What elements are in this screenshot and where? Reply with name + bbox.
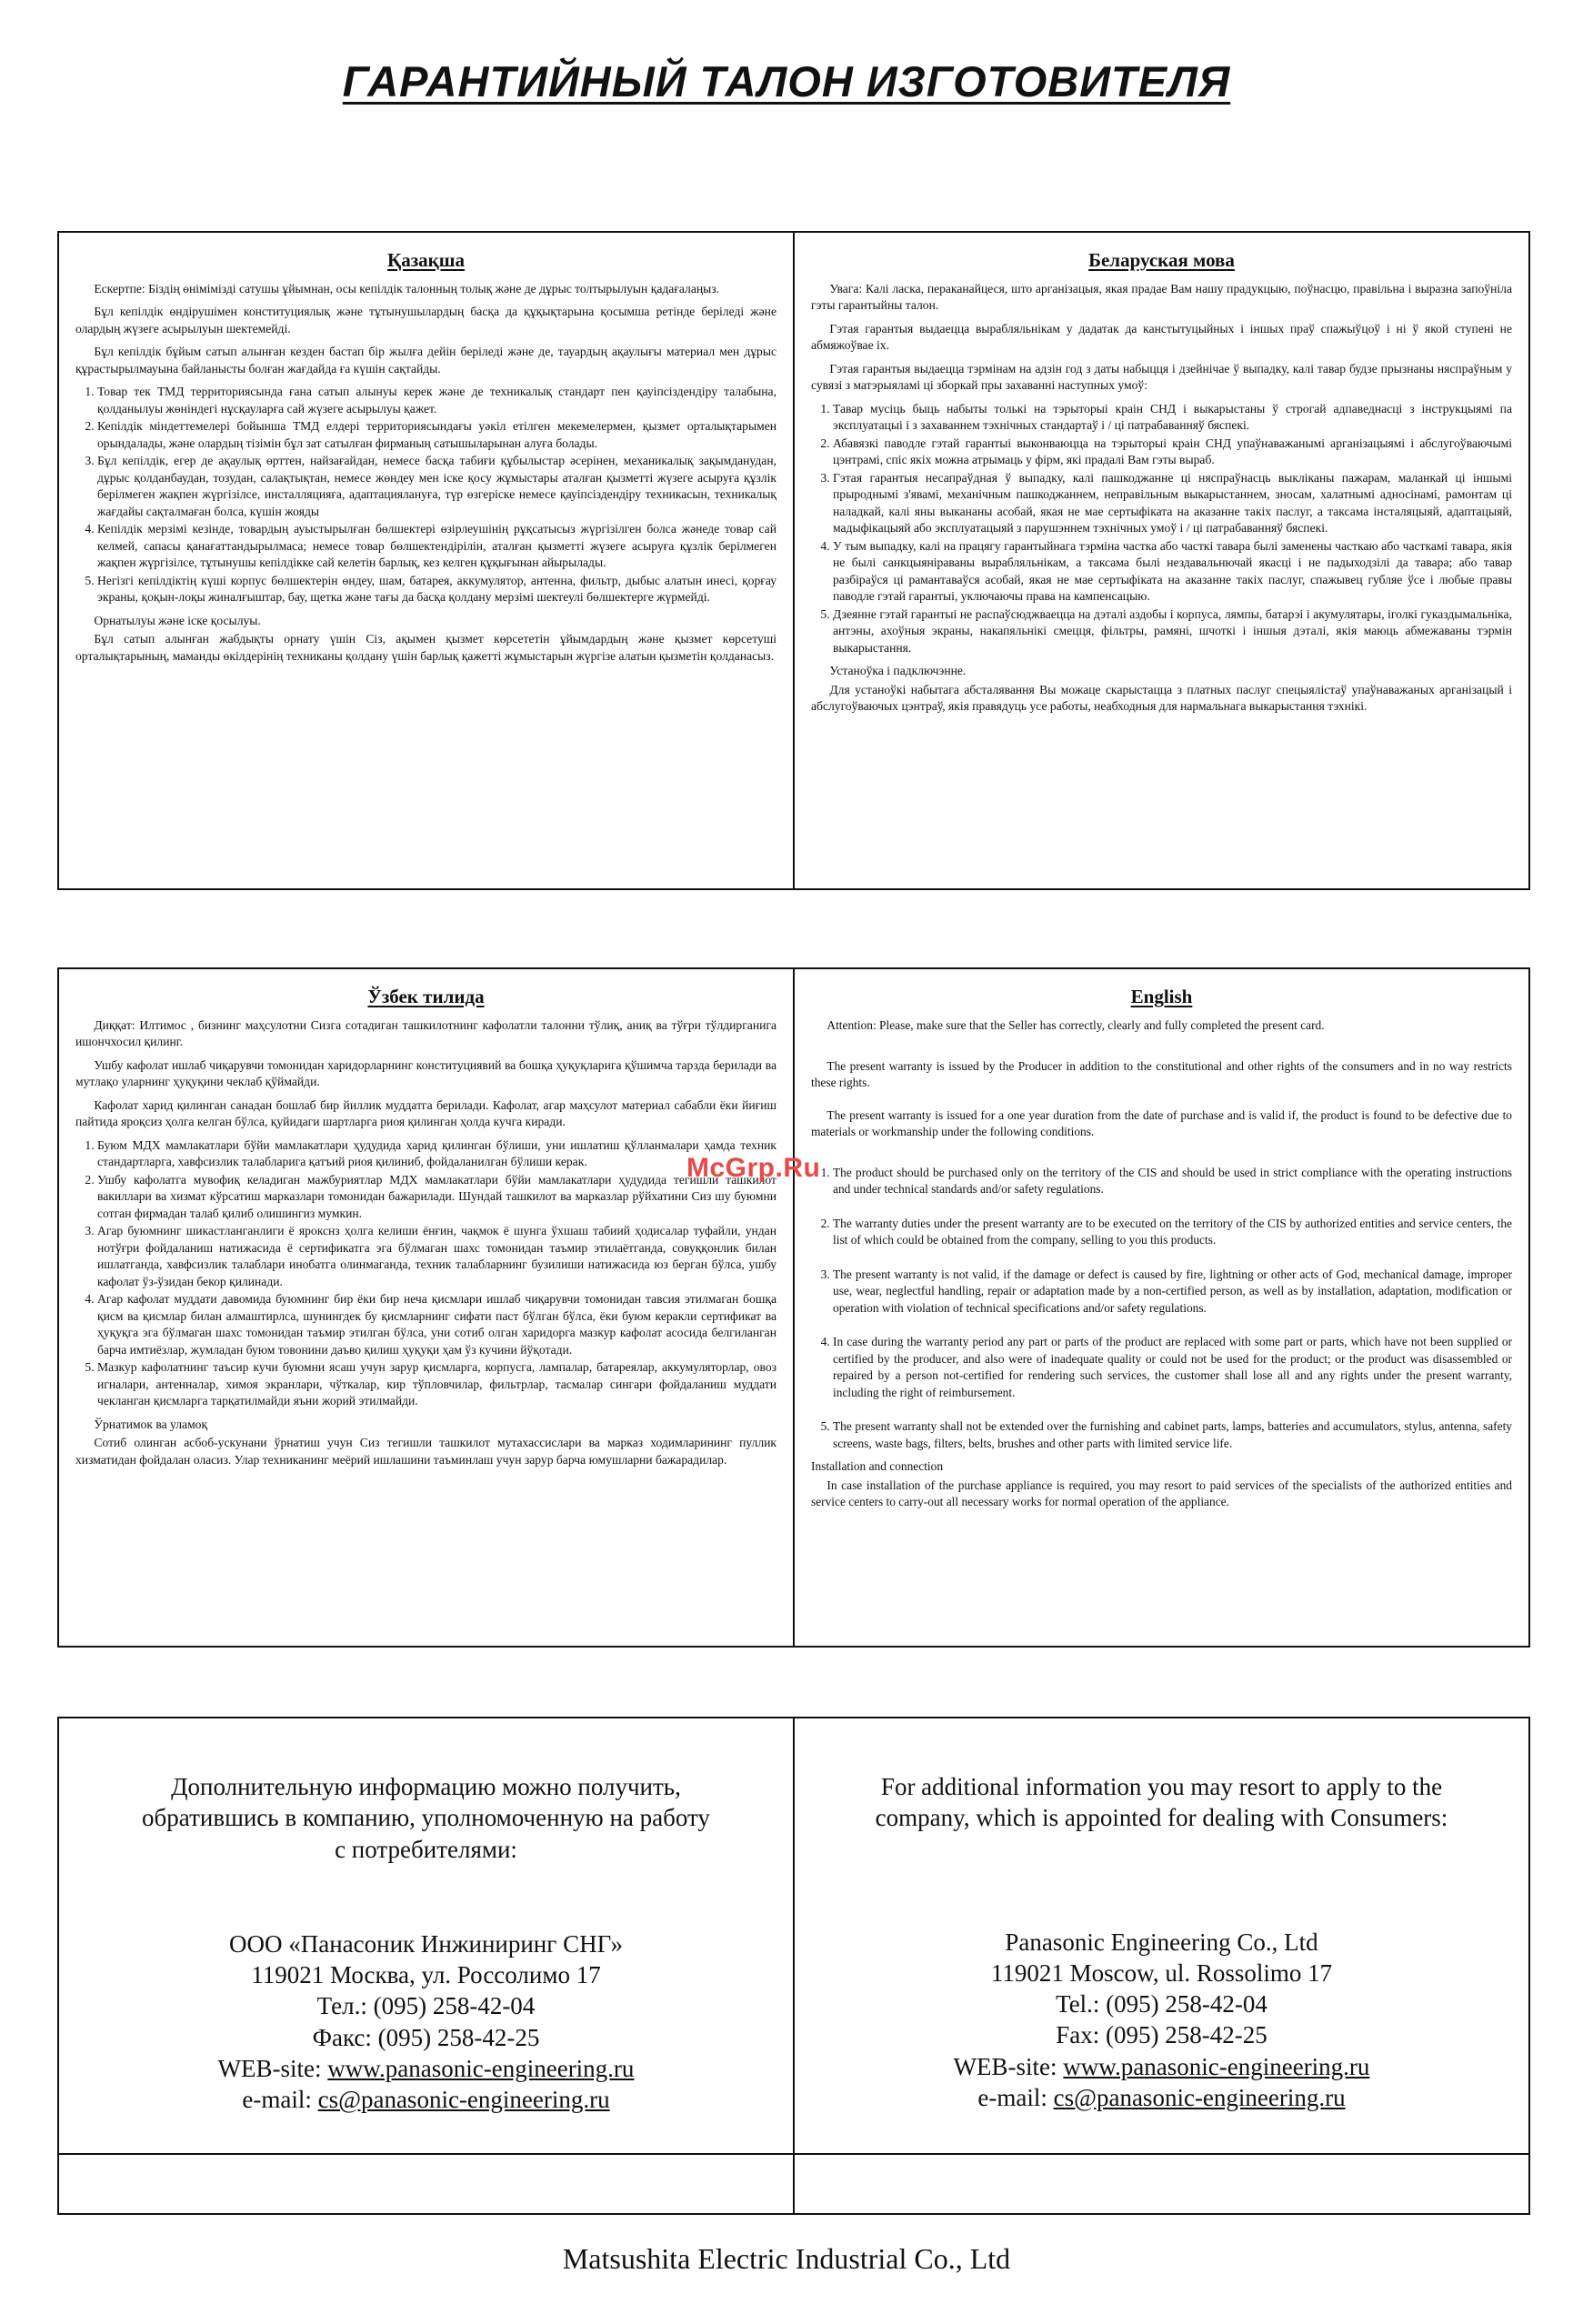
belarusian-condition: 1. Тавар мусіць быць набыты толькі на тэрыторыі краін СНД і выкарыстаны ў строгай адпаведнасці з інструкцыямі па эксплуатацыі і з захаваннем тэхнічных стандартаў і / ці патрабаванняў бяспекі. (833, 401, 1512, 435)
uzbek-conditions-list (75, 1137, 776, 1410)
english-install-heading: Installation and connection (811, 1459, 944, 1473)
contacts-en-heading-line: For additional information you may resort to apply to the (880, 1773, 1443, 1800)
watermark: McGrp.Ru (686, 1153, 821, 1183)
english-intro: The present warranty is issued by the Producer in addition to the constitutional and other rights of the consumers and in no way restricts these rights. (811, 1058, 1512, 1089)
english-condition: 5. The present warranty shall not be extended over the furnishing and cabinet parts, lamps, batteries and accumulators, stylus, antenna, safety screens, waste bags, filters, belts, brushes and other parts with limited service life. (833, 1418, 1512, 1452)
kazakh-condition: 2. Кепілдік міндеттемелері бойынша ТМД елдері территориясындағы уәкіл етілген мекемелермен, қызмет орталықтарымен орындалады, және олардың тізімін бұл зат сатылған фирманың сатышыларынан алуға болады. (97, 418, 776, 452)
contacts-en-heading (795, 1771, 1528, 1834)
uzbek-condition: 4. Агар кафолат муддати давомида буюмнинг бир ёки бир неча қисмлари ишлаб чиқарувчи томонидан тавсия этилмаган бошқа қисм ва қисмлар билан алмаштирлса, шунингдек бу қисмларнинг сифати паст бўлган бўлса, ёки буюм керакли сертификат ва ҳуқуқга эга бўлмаган шахс томонидан таъмир этилган бўлса, уни сотиб олган харидорга мазкур кафолат асосида белгиланган барча имтиёзлар, жумладан буюм товонини даъво қилиш ҳуқуқи ҳам ўз кучини йўқотади. (97, 1291, 776, 1358)
contacts-ru-heading-line: обратившись в компанию, уполномоченную на работу (142, 1804, 710, 1832)
belarusian-intro: Гэтая гарантыя выдаецца вырабляльнікам у дадатак да канстытуцыйных і іншых праў спажыўцоў і ні ў якой ступені не абмяжоўвае іх. (811, 321, 1512, 353)
kazakh-conditions-list (75, 384, 776, 606)
kazakh-section (59, 233, 793, 888)
english-condition: 2. The warranty duties under the present warranty are to be executed on the territory of the CIS by authorized entities and service centers, the list of which could be obtained from the company, selling to you this products. (833, 1216, 1512, 1249)
belarusian-intro: Гэтая гарантыя выдаецца тэрмінам на адзін год з даты набыцця і дзейнічае ў выпадку, калі тавар будзе прызнаны няспраўным у сувязі з матэрыяламі ці зборкай пры захаванні наступных умоў: (811, 361, 1512, 393)
kazakh-condition: 3. Бұл кепілдік, егер де ақаулық өрттен, найзағайдан, немесе басқа табиғи құбылыстар әсерінен, механикалық зақымданудан, дұрыс қолданбаудан, тозудан, салақтықтан, немесе жөндеу мен іске қосу жұмыстары аталған қызметті жүзеге асыруға құзлік берілмеген жақпен жүргізілсе, инсталляцияға, адаптациялануға, түр өзгеріске немесе қауіпсіздендіру техникасын, техникалық жағдайы сақталмаған болса, күшін жояды (97, 453, 776, 520)
website-label-ru: WEB-site: (217, 2054, 322, 2082)
address-en: 119021 Moscow, ul. Rossolimo 17 (990, 1958, 1333, 1987)
belarusian-install-heading: Устаноўка і падключэнне. (829, 664, 967, 678)
uzbek-condition: 1. Буюм МДХ мамлакатлари бўйи мамлакатлари ҳудудида харид қилинган бўлиши, уни ишлатиш қўлланмалари ҳамда техник стандартларга, хавфсизлик талабларига қатъий риоя қилиниб, фойдаланилган бўлиши керак. (97, 1137, 776, 1171)
kazakh-condition: 5. Негізгі кепілдіктің күші корпус бөлшектерін өндеу, шам, батарея, аккумулятор, антенна, фильтр, дыбыс алатын инесі, қорғау экраны, қоқын-лоқы жиналғыштар, бау, щетка және тағы да басқа қолдану мерзімі шектеулі бөлшектерге жүрмейді. (97, 573, 776, 606)
contacts-ru (59, 1718, 793, 2153)
website-line-ru (59, 2053, 793, 2084)
uzbek-intro: Ушбу кафолат ишлаб чиқарувчи томонидан харидорларнинг конституциявий ва бошқа ҳуқуқларига қўшимча тарзда берилади ва мутлақо уларнинг ҳуқуқини чеклаб қўймайди. (75, 1057, 776, 1089)
uzbek-install-heading: Ўрнатимок ва уламоқ (94, 1417, 208, 1431)
uzbek-condition: 5. Мазкур кафолатнинг таъсир кучи буюмни ясаш учун зарур қисмларга, корпусга, лампалар, батареялар, аккумуляторлар, овоз игналари, антенналар, химоя экранлари, чўткалар, кир тўпловчилар, фильтрлар, тасмалар сингари фойдаланиш муддати чекланган қисмларга тарқатилмайди яъни жорий этилмайди. (97, 1359, 776, 1409)
english-condition: 3. The present warranty is not valid, if the damage or defect is caused by fire, lightning or other acts of God, mechanical damage, improper use, wear, neglectful handling, repair or adaptation made by a non-certified person, as well as by installation, adaptation, modification or operation with violation of technical specifications and/or safety regulations. (833, 1267, 1512, 1317)
uzbek-condition: 3. Агар буюмнинг шикастланганлиги ё ярокснз ҳолга келиши ёнғин, чақмок ё шунга ўхшаш табиий ҳодисалар туфайли, ундан нотўғри фойдаланиш натижасида ё сертификатга эга бўлмаган шахс томонидан таъмир этилаётганда, совуққонлик билан ишлатганда, хавфсизлик талаблари инобатга олинмаганда, техник талабларнинг бузилиши натижасида юз берган бўлса, ушбу кафолат ўз-ўзидан бекор қилинади. (97, 1223, 776, 1290)
website-link-en[interactable]: www.panasonic-engineering.ru (1063, 2052, 1370, 2080)
blank-row (59, 2155, 1528, 2213)
english-condition: 1. The product should be purchased only on the territory of the CIS and should be used in strict compliance with the operating instructions and under technical standards and/or safety regulations. (833, 1165, 1512, 1198)
warranty-panel-uz-en (57, 967, 1530, 1648)
kazakh-intro: Бұл кепілдік өндірушімен конституциялық және тұтынушылардың басқа да құқықтарына қосымша ретінде беріледі және олардың жүзеге асырылуын шектемейді. (75, 305, 776, 336)
contacts-ru-heading-line: Дополнительную информацию можно получить, (171, 1773, 681, 1800)
uzbek-condition: 2. Ушбу кафолатга мувофиқ келадиган мажбуриятлар МДХ мамлакатлари бўйи мамлакатлари ҳудудида тегишли ташкилот вакиллари ва хизмат кўрсатиш марказлари томонидан бажарилади. Шундай ташкилот ва марказлар рўйхатини Сиз шу буюмни сотган фирмадан талаб қилиб олишингиз мумкин. (97, 1172, 776, 1222)
kazakh-heading: Қазақша (387, 249, 465, 271)
contacts-row (59, 1718, 1528, 2155)
phone-en: Tel.: (095) 258-42-04 (1056, 1990, 1267, 2018)
kazakh-intro: Бұл кепілдік бұйым сатып алынған кезден бастап бір жылға дейін беріледі және де, тауардың ақаулығы материал мен дұрыс құрастырылмауына байланысты болған жағдайда ға күшін сақтайды. (75, 345, 776, 376)
contacts-en (793, 1718, 1528, 2153)
kazakh-condition: 4. Кепілдік мерзімі кезінде, товардың ауыстырылған бөлшектері өзірлеушінің рұқсатысыз жүргізілген болса жәнеде товар сай келмей, сапасы қанағаттандырылмаса; немесе товар бөлшектендірілін, аталған қызметті жүзеге асыруға құзлік берілмеген жақпен жүргізілсе, тұтынушы кепілдікке сай келетін барлық, кез келген құқығынан айырылады. (97, 521, 776, 571)
contacts-ru-heading-line: с потребителями: (335, 1835, 517, 1863)
belarusian-condition: 5. Дзеянне гэтай гарантыі не распаўсюджваецца на дэталі аздобы і корпуса, лямпы, батарэі і акумулятары, іголкі гуказдымальніка, антэны, ахоўныя экраны, накапяльнікі смецця, фільтры, рамяні, шчоткі і іншыя дэталі, якія маюць абмежаваны тэрмін выкарыстання. (833, 606, 1512, 656)
email-link-en[interactable]: cs@panasonic-engineering.ru (1053, 2083, 1346, 2111)
english-install-text: In case installation of the purchase appliance is required, you may resort to paid services of the specialists of the authorized entities and service centers to carry-out all necessary works for normal operation of the appliance. (811, 1478, 1512, 1508)
belarusian-intro: Увага: Калі ласка, пераканайцеся, што арганізацыя, якая прадае Вам нашу прадукцыю, поўнасцю, правільна і выразна запоўніла гэты гарантыйны талон. (811, 282, 1512, 313)
belarusian-conditions-list (811, 401, 1512, 656)
uzbek-section (59, 969, 793, 1646)
footer-company: Matsushita Electric Industrial Co., Ltd (562, 2242, 1011, 2275)
kazakh-intro: Ескертпе: Біздің өнімімізді сатушы ұйымнан, осы кепілдік талонның толық және де дұрыс толтырылуын қадағалаңыз. (94, 282, 720, 296)
phone-ru: Тел.: (095) 258-42-04 (316, 1992, 536, 2020)
email-label-en: e-mail: (977, 2083, 1047, 2111)
company-name-ru: ООО «Панасоник Инжиниринг СНГ» (228, 1929, 624, 1958)
english-condition: 4. In case during the warranty period any part or parts of the product are replaced with some part or parts, which have not been supplied or certified by the producer, and also were of inadequate quality or could not be used for the product; or the product was disassembled or repaired by a person not-certified for rendering such services, the customer shall lose all and any rights under the present warranty, including the right of reimbursement. (833, 1334, 1512, 1401)
blank-cell-right (793, 2155, 1528, 2213)
email-link-ru[interactable]: cs@panasonic-engineering.ru (317, 2086, 610, 2114)
belarusian-condition: 3. Гэтая гарантыя несапраўдная ў выпадку, калі пашкоджанне ці няспраўнасць выкліканы пажарам, маланкай ці іншымі прыроднымі з'явамі, механічным пашкоджаннем, неправільным выкарыстаннем, зносам, халатнымі адносінамі, рамонтам ці наладкай, калі яны выкананы асобай, якая не мае сертыфіката на аказанне такіх паслуг, а таксама інсталяцыяй, адаптацыяй, мадыфікацыяй або эксплуатацыяй з парушэннем тэхнічных умоў і / ці патрабаванняў бяспекі. (833, 470, 1512, 537)
uzbek-heading: Ўзбек тилида (367, 986, 485, 1007)
kazakh-install-heading: Орнатылуы және іске қосылуы. (94, 613, 261, 627)
fax-en: Fax: (095) 258-42-25 (1056, 2021, 1267, 2049)
uzbek-install-text: Сотиб олинган асбоб-ускунани ўрнатиш учун Сиз тегишли ташкилот мутахассислари ва марказ ходимларининг пуллик хизматидан фойдалан оласиз. Улар техниканинг меёрий ишлашини таъминлаш учун зарур барча юмушларни бажарадилар. (75, 1436, 776, 1467)
english-intro: The present warranty is issued for a one year duration from the date of purchase and is valid if, the product is found to be defective due to materials or workmanship under the following conditions. (811, 1107, 1512, 1138)
english-heading: English (1130, 986, 1193, 1007)
address-ru: 119021 Москва, ул. Россолимо 17 (251, 1961, 601, 1989)
contacts-en-heading-line: company, which is appointed for dealing with Consumers: (875, 1804, 1448, 1832)
page-title: ГАРАНТИЙНЫЙ ТАЛОН ИЗГОТОВИТЕЛЯ (342, 57, 1231, 105)
belarusian-install-text: Для устаноўкі набытага абсталявання Вы можаце скарыстацца з платных паслуг спецыялістаў упаўнаважаных арганізацый і абслугоўваючых цэнтраў, якія правядуць усе работы, неабходныя для нармальнага выкарыстання тэхнікі. (811, 682, 1512, 714)
belarusian-condition: 2. Абавязкі паводле гэтай гарантыі выконваюцца на тэрыторыі краін СНД упаўнаважанымі арганізацыямі і абслугоўваючымі цэнтрамі, спіс якіх можна атрымаць у фірм, які прадалі Вам гэты выраб. (833, 436, 1512, 469)
kazakh-install-text: Бұл сатып алынған жабдықты орнату үшін Сіз, ақымен қызмет көрсететін ұйымдардың және қызмет көрсетуші орталықтарының, маманды өкілдерінің техниканы қолдану үшін барлық қажетті жұмыстарын жүргізе алатын қызметін қолданасыз. (75, 632, 776, 663)
email-label-ru: e-mail: (242, 2086, 312, 2114)
belarusian-condition: 4. У тым выпадку, калі на працягу гарантыйнага тэрміна частка або часткі тавара былі заменены часткаю або часткамі тавара, якія не былі санкцыяніраваны вырабляльнікам, а таксама былі нездавальнючай якасці і не падыходзілі да тавара; або тавар разбіраўся ці рамантаваўся асобай, якая не мае сертыфіката на аказанне такіх паслуг, спажывец губляе ўсе і любые правы паводле гэтай гарантыі, уключаючы права на кампенсацыю. (833, 538, 1512, 606)
website-link-ru[interactable]: www.panasonic-engineering.ru (327, 2054, 635, 2082)
email-line-ru (59, 2084, 793, 2115)
website-line-en (795, 2051, 1528, 2082)
contacts-panel (57, 1717, 1530, 2215)
blank-cell-left (59, 2155, 793, 2213)
warranty-panel-kz-by (57, 231, 1530, 890)
email-line-en (795, 2082, 1528, 2113)
english-conditions-list (811, 1165, 1512, 1453)
kazakh-condition: 1. Товар тек ТМД территориясында ғана сатып алынуы керек және де техникалық стандарт пен қауіпсіздендіру талабына, қолданылуы жөніндегі нұсқауларға сай жүзеге асырылуы қажет. (97, 384, 776, 417)
company-name-en: Panasonic Engineering Co., Ltd (1005, 1928, 1318, 1956)
fax-ru: Факс: (095) 258-42-25 (312, 2023, 540, 2051)
english-section (793, 969, 1528, 1646)
belarusian-heading: Беларуская мова (1088, 249, 1235, 271)
website-label-en: WEB-site: (953, 2052, 1057, 2080)
uzbek-intro: Кафолат харид қилинган санадан бошлаб бир йиллик муддатга берилади. Кафолат, агар маҳсулот материал сабабли ёки йиғиш пайтида яроқсиз ҳолга келган бўлса, қуйидаги шартларга риоя қилинган ҳолда кучга киради. (75, 1097, 776, 1129)
belarusian-section (793, 233, 1528, 888)
uzbek-intro: Диққат: Илтимос , бизнинг маҳсулотни Сизга сотадиган ташкилотнинг кафолатли талонни тўлиқ, аниқ ва тўғри тўлдирганига ишончхосил қилинг. (75, 1018, 776, 1049)
contacts-ru-heading (59, 1771, 793, 1865)
english-intro: Attention: Please, make sure that the Seller has correctly, clearly and fully completed the present card. (827, 1018, 1325, 1032)
